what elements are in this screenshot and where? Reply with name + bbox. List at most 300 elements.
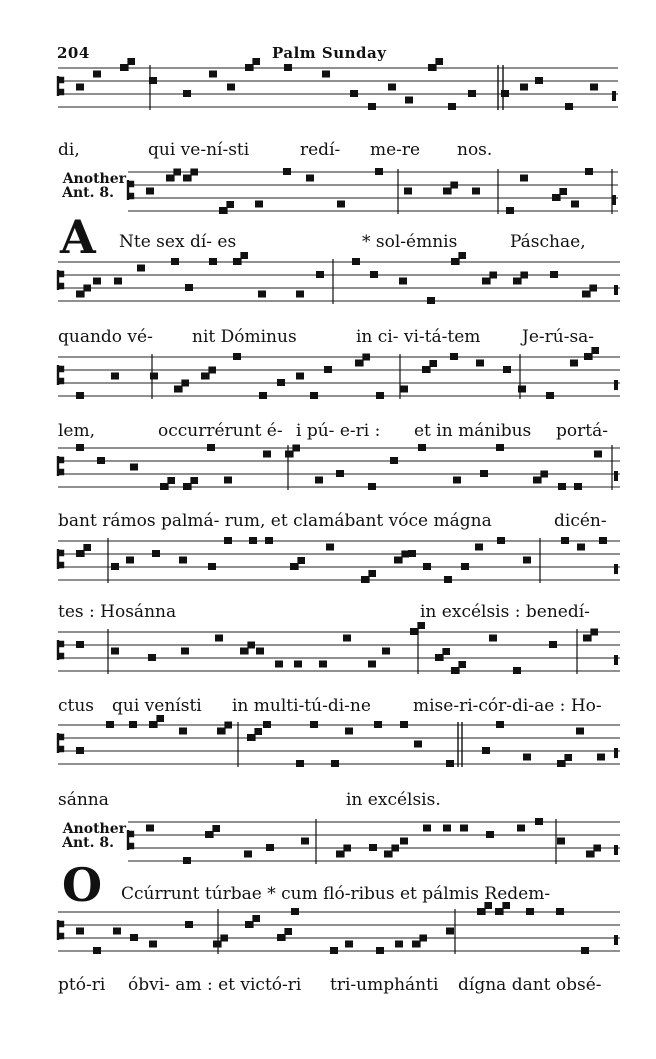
neume-note xyxy=(225,722,232,729)
neume-note xyxy=(205,831,213,838)
neume-note xyxy=(476,360,484,367)
neume-note xyxy=(590,285,597,292)
neume-note xyxy=(402,551,409,558)
neume-note xyxy=(76,291,84,298)
neume-note xyxy=(130,934,138,941)
neume-note xyxy=(179,557,187,564)
initial-letter-a: A xyxy=(60,210,96,264)
neume-note xyxy=(174,169,181,176)
neume-note xyxy=(291,908,299,915)
neume-note xyxy=(486,831,494,838)
custos xyxy=(614,564,618,574)
neume-note xyxy=(345,728,353,735)
neume-note xyxy=(521,272,528,279)
neume-note xyxy=(443,825,451,832)
c-clef xyxy=(58,549,63,569)
neume-note xyxy=(361,576,369,583)
lyric-syllable: qui ve-ní-sti xyxy=(148,140,250,160)
neume-note xyxy=(370,271,378,278)
neume-note xyxy=(244,851,252,858)
neume-note xyxy=(174,386,182,393)
neume-note xyxy=(233,353,241,360)
neume-note xyxy=(293,445,300,452)
page-number: 204 xyxy=(57,44,90,62)
neume-note xyxy=(446,760,454,767)
neume-note xyxy=(263,451,271,458)
neume-note xyxy=(557,838,565,845)
neume-note xyxy=(255,201,263,208)
neume-note xyxy=(480,470,488,477)
neume-note xyxy=(382,648,390,655)
neume-note xyxy=(157,715,164,722)
lyric-syllable: nos. xyxy=(457,140,493,160)
neume-note xyxy=(319,661,327,668)
neume-note xyxy=(472,188,480,195)
neume-note xyxy=(591,629,598,636)
neume-note xyxy=(405,97,413,104)
neume-note xyxy=(146,188,154,195)
neume-note xyxy=(111,648,119,655)
neume-note xyxy=(111,373,119,380)
neume-note xyxy=(583,635,591,642)
lyric-syllable: Je-rú-sa- xyxy=(522,327,595,347)
neume-note xyxy=(185,284,193,291)
neume-note xyxy=(448,103,456,110)
lyric-syllable: lem, xyxy=(58,421,96,441)
neume-note xyxy=(400,386,408,393)
neume-note xyxy=(496,444,504,451)
neume-note xyxy=(368,103,376,110)
lyric-syllable: tes : Hosánna xyxy=(58,602,177,622)
neume-note xyxy=(298,557,305,564)
neume-note xyxy=(296,291,304,298)
neume-note xyxy=(418,444,426,451)
neume-note xyxy=(582,291,590,298)
neume-note xyxy=(331,760,339,767)
neume-note xyxy=(227,201,234,208)
neume-note xyxy=(576,728,584,735)
neume-note xyxy=(215,635,223,642)
neume-note xyxy=(209,71,217,78)
c-clef xyxy=(128,180,133,200)
lyric-syllable: mise-ri-cór-di-ae : Ho- xyxy=(413,696,602,716)
neume-note xyxy=(517,825,525,832)
neume-note xyxy=(209,367,216,374)
neume-note xyxy=(490,272,497,279)
neume-note xyxy=(275,661,283,668)
neume-note xyxy=(227,84,235,91)
neume-note xyxy=(410,628,418,635)
lyric-syllable: occurrérunt é- xyxy=(158,421,283,441)
neume-note xyxy=(412,941,420,948)
neume-note xyxy=(368,661,376,668)
neume-note xyxy=(240,648,248,655)
neume-note xyxy=(149,77,157,84)
neume-note xyxy=(422,366,430,373)
neume-note xyxy=(482,278,490,285)
antiphon-label-word: Another xyxy=(62,821,126,837)
c-clef xyxy=(58,456,63,476)
neume-note xyxy=(369,844,377,851)
neume-note xyxy=(207,444,215,451)
neume-note xyxy=(253,915,260,922)
neume-note xyxy=(535,818,543,825)
neume-note xyxy=(301,838,309,845)
neume-note xyxy=(209,258,217,265)
neume-note xyxy=(256,648,264,655)
neume-note xyxy=(283,168,291,175)
antiphon-label-word: Another xyxy=(62,171,126,187)
neume-note xyxy=(76,550,84,557)
neume-note xyxy=(444,576,452,583)
neume-note xyxy=(84,544,91,551)
neume-note xyxy=(497,537,505,544)
neume-note xyxy=(459,252,466,259)
lyric-syllable: in ci- vi-tá-tem xyxy=(356,327,481,347)
neume-note xyxy=(395,941,403,948)
neume-note xyxy=(344,845,351,852)
lyric-syllable: sánna xyxy=(58,790,109,810)
neume-note xyxy=(137,265,145,272)
neume-note xyxy=(350,90,358,97)
custos xyxy=(614,471,618,481)
neume-note xyxy=(513,278,521,285)
neume-note xyxy=(76,84,84,91)
neume-note xyxy=(436,58,443,65)
neume-note xyxy=(247,734,255,741)
lyric-syllable: i pú- e-ri : xyxy=(296,421,381,441)
lyric-syllable: * sol-émnis xyxy=(362,232,458,252)
neume-note xyxy=(369,570,376,577)
neume-note xyxy=(384,851,392,858)
neume-note xyxy=(586,851,594,858)
neume-note xyxy=(477,908,485,915)
neume-note xyxy=(459,661,466,668)
neume-note xyxy=(168,477,175,484)
neume-note xyxy=(258,291,266,298)
c-clef xyxy=(58,920,63,940)
lyric-syllable: Ccúrrunt túrbae * cum fló-ribus et pálmis Redem- xyxy=(121,884,551,904)
neume-note xyxy=(259,392,267,399)
neume-note xyxy=(408,550,416,557)
neume-note xyxy=(233,258,241,265)
neume-note xyxy=(565,103,573,110)
neume-note xyxy=(213,941,221,948)
neume-note xyxy=(179,728,187,735)
neume-note xyxy=(399,278,407,285)
neume-note xyxy=(526,908,534,915)
neume-note xyxy=(310,721,318,728)
neume-note xyxy=(76,747,84,754)
neume-note xyxy=(149,941,157,948)
lyric-syllable: dicén- xyxy=(554,511,607,531)
neume-note xyxy=(120,64,128,71)
neume-note xyxy=(404,188,412,195)
custos xyxy=(614,655,618,665)
neume-note xyxy=(533,477,541,484)
lyric-syllable: portá- xyxy=(556,421,608,441)
neume-note xyxy=(561,537,569,544)
neume-note xyxy=(558,483,566,490)
neume-note xyxy=(460,825,468,832)
neume-note xyxy=(183,175,191,182)
neume-note xyxy=(343,635,351,642)
neume-note xyxy=(453,477,461,484)
lyric-syllable: Nte sex dí- es xyxy=(119,232,237,252)
neume-note xyxy=(160,483,168,490)
page-title: Palm Sunday xyxy=(272,44,387,62)
initial-letter-o: O xyxy=(62,858,103,912)
neume-note xyxy=(355,360,363,367)
antiphon-label-mode: Ant. 8. xyxy=(62,835,114,851)
neume-note xyxy=(128,58,135,65)
neume-note xyxy=(363,354,370,361)
neume-note xyxy=(513,667,521,674)
neume-note xyxy=(76,928,84,935)
neume-note xyxy=(284,64,292,71)
neume-note xyxy=(113,928,121,935)
neume-note xyxy=(191,477,198,484)
c-clef xyxy=(58,640,63,660)
neume-note xyxy=(430,360,437,367)
neume-note xyxy=(556,908,564,915)
neume-note xyxy=(506,207,514,214)
neume-note xyxy=(503,366,511,373)
neume-note xyxy=(368,483,376,490)
c-clef xyxy=(58,270,63,290)
neume-note xyxy=(376,392,384,399)
neume-note xyxy=(337,201,345,208)
neume-note xyxy=(221,935,228,942)
neume-note xyxy=(523,557,531,564)
neume-note xyxy=(451,667,459,674)
lyric-syllable: in multi-tú-di-ne xyxy=(232,696,371,716)
neume-note xyxy=(560,188,567,195)
neume-note xyxy=(336,851,344,858)
neume-note xyxy=(590,84,598,91)
neume-note xyxy=(520,175,528,182)
lyric-syllable: dígna dant obsé- xyxy=(458,975,602,995)
neume-note xyxy=(375,168,383,175)
neume-note xyxy=(213,825,220,832)
neume-note xyxy=(149,721,157,728)
neume-note xyxy=(224,537,232,544)
neume-note xyxy=(217,728,225,735)
neume-note xyxy=(597,754,605,761)
neume-note xyxy=(541,471,548,478)
lyric-syllable: in excélsis : benedí- xyxy=(420,602,590,622)
neume-note xyxy=(185,921,193,928)
neume-note xyxy=(330,947,338,954)
neume-note xyxy=(336,470,344,477)
neume-note xyxy=(461,563,469,570)
neume-note xyxy=(148,654,156,661)
neume-note xyxy=(585,168,593,175)
neume-note xyxy=(191,169,198,176)
neume-note xyxy=(166,175,174,182)
neume-note xyxy=(523,754,531,761)
neume-note xyxy=(420,935,427,942)
neume-note xyxy=(130,464,138,471)
neume-note xyxy=(93,947,101,954)
neume-note xyxy=(224,477,232,484)
neume-note xyxy=(594,451,602,458)
neume-note xyxy=(296,760,304,767)
neume-note xyxy=(324,366,332,373)
neume-note xyxy=(394,557,402,564)
lyric-syllable: tri-umphánti xyxy=(330,975,439,995)
neume-note xyxy=(296,373,304,380)
neume-note xyxy=(277,379,285,386)
neume-note xyxy=(571,201,579,208)
neume-note xyxy=(316,271,324,278)
neume-note xyxy=(146,825,154,832)
neume-note xyxy=(581,947,589,954)
neume-note xyxy=(129,721,137,728)
neume-note xyxy=(451,258,459,265)
antiphon-label-2 xyxy=(56,822,126,850)
antiphon-label-1 xyxy=(56,172,126,200)
antiphon-label-mode: Ant. 8. xyxy=(62,185,114,201)
neume-note xyxy=(599,537,607,544)
neume-note xyxy=(390,457,398,464)
neume-note xyxy=(183,857,191,864)
neume-note xyxy=(326,544,334,551)
neume-note xyxy=(427,297,435,304)
lyric-syllable: bant rámos palmá- rum, et clamábant vóce mágna xyxy=(58,511,492,531)
neume-note xyxy=(106,721,114,728)
neume-note xyxy=(93,278,101,285)
neume-note xyxy=(150,373,158,380)
lyric-syllable: nit Dóminus xyxy=(192,327,297,347)
neume-note xyxy=(376,947,384,954)
neume-note xyxy=(565,754,572,761)
lyric-syllable: in excélsis. xyxy=(346,790,441,810)
neume-note xyxy=(400,838,408,845)
neume-note xyxy=(428,64,436,71)
neume-note xyxy=(574,483,582,490)
lyric-syllable: ctus xyxy=(58,696,95,716)
neume-note xyxy=(84,285,91,292)
neume-note xyxy=(468,90,476,97)
neume-note xyxy=(414,741,422,748)
neume-note xyxy=(423,825,431,832)
lyric-syllable: Páschae, xyxy=(510,232,586,252)
neume-note xyxy=(152,550,160,557)
neume-note xyxy=(93,71,101,78)
neume-note xyxy=(183,483,191,490)
neume-note xyxy=(451,182,458,189)
lyric-syllable: me-re xyxy=(370,140,421,160)
neume-note xyxy=(535,77,543,84)
neume-note xyxy=(489,635,497,642)
neume-note xyxy=(290,563,298,570)
neume-note xyxy=(518,386,526,393)
neume-note xyxy=(482,747,490,754)
neume-note xyxy=(443,188,451,195)
c-clef xyxy=(128,830,133,850)
neume-note xyxy=(285,928,292,935)
neume-note xyxy=(495,908,503,915)
neume-note xyxy=(181,648,189,655)
neume-note xyxy=(520,84,528,91)
neume-note xyxy=(266,844,274,851)
neume-note xyxy=(171,258,179,265)
c-clef xyxy=(58,365,63,385)
neume-note xyxy=(263,721,271,728)
neume-note xyxy=(475,544,483,551)
lyric-syllable: quando vé- xyxy=(58,327,153,347)
lyric-syllable: óbvi- am : et victó-ri xyxy=(128,975,302,995)
neume-note xyxy=(322,71,330,78)
neume-note xyxy=(245,921,253,928)
neume-note xyxy=(249,537,257,544)
c-clef xyxy=(58,733,63,753)
neume-note xyxy=(76,392,84,399)
neume-note xyxy=(552,194,560,201)
neume-note xyxy=(285,451,293,458)
neume-note xyxy=(306,175,314,182)
lyric-syllable: qui venísti xyxy=(112,696,202,716)
neume-note xyxy=(557,760,565,767)
neume-note xyxy=(253,58,260,65)
neume-note xyxy=(450,353,458,360)
custos xyxy=(614,935,618,945)
neume-note xyxy=(501,90,509,97)
neume-note xyxy=(208,563,216,570)
custos xyxy=(612,91,616,101)
neume-note xyxy=(219,207,227,214)
custos xyxy=(612,195,616,205)
custos xyxy=(614,285,618,295)
neume-note xyxy=(345,941,353,948)
neume-note xyxy=(550,271,558,278)
neume-note xyxy=(111,563,119,570)
neume-note xyxy=(183,90,191,97)
neume-note xyxy=(400,721,408,728)
lyric-syllable: di, xyxy=(58,140,80,160)
neume-note xyxy=(294,661,302,668)
neume-note xyxy=(76,444,84,451)
lyric-syllable: et in mánibus xyxy=(414,421,532,441)
neume-note xyxy=(570,360,578,367)
neume-note xyxy=(182,380,189,387)
neume-note xyxy=(496,721,504,728)
neume-note xyxy=(423,563,431,570)
neume-note xyxy=(245,64,253,71)
neume-note xyxy=(374,721,382,728)
neume-note xyxy=(255,728,262,735)
neume-note xyxy=(577,544,585,551)
c-clef xyxy=(58,76,63,96)
neume-note xyxy=(277,934,285,941)
lyric-syllable: redí- xyxy=(300,140,341,160)
neume-note xyxy=(446,928,454,935)
neume-note xyxy=(392,845,399,852)
neume-note xyxy=(97,457,105,464)
neume-note xyxy=(201,373,209,380)
neume-note xyxy=(418,622,425,629)
lyric-syllable: ptó-ri xyxy=(58,975,106,995)
neume-note xyxy=(126,557,134,564)
neume-note xyxy=(549,641,557,648)
neume-note xyxy=(592,347,599,354)
neume-note xyxy=(241,252,248,259)
neume-note xyxy=(546,392,554,399)
neume-note xyxy=(248,642,255,649)
neume-note xyxy=(265,537,273,544)
custos xyxy=(614,380,618,390)
